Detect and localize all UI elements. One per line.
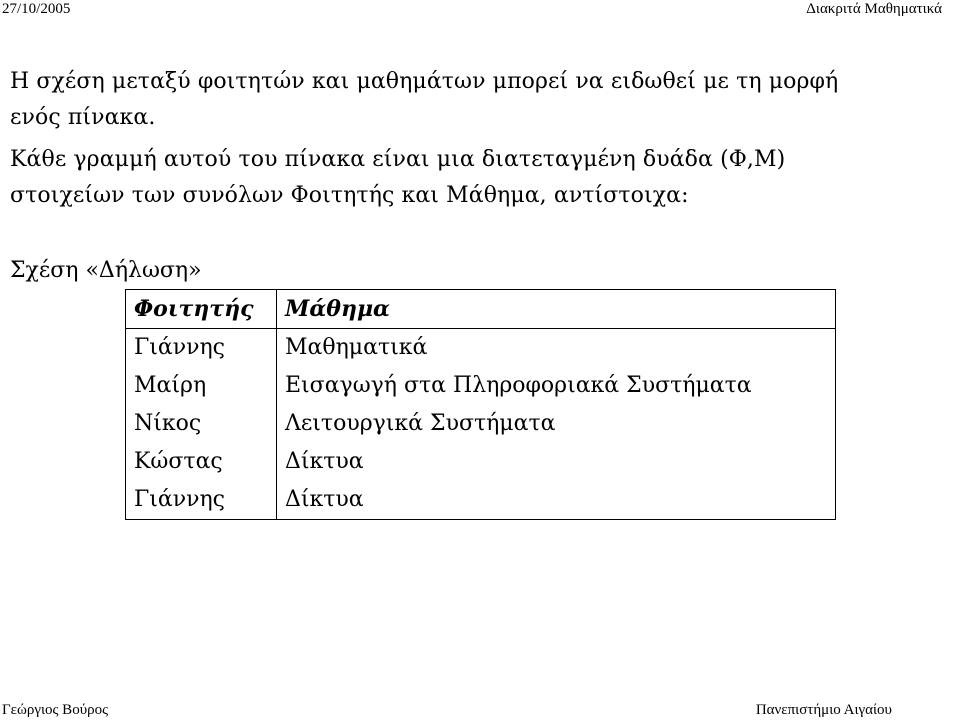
course-cell: Λειτουργικά Συστήματα [285,411,556,436]
column-header-student: Φοιτητής [126,290,277,329]
course-cell: Δίκτυα [285,449,364,474]
intro-line-2: ενός πίνακα. [10,105,156,130]
intro-line-1: Η σχέση μεταξύ φοιτητών και μαθημάτων μπορεί να ειδωθεί με τη μορφή [10,69,839,94]
header-course-title: Διακριτά Μαθηματικά [806,1,942,17]
tuple-line-2: στοιχείων των συνόλων Φοιτητής και Μάθημα, αντίστοιχα: [10,183,689,208]
table-row [126,481,836,520]
course-cell: Μαθηματικά [285,335,428,360]
student-cell: Μαίρη [126,367,277,405]
tuple-line-1: Κάθε γραμμή αυτού του πίνακα είναι μια διατεταγμένη δυάδα (Φ,Μ) [10,147,786,172]
student-cell: Κώστας [126,443,277,481]
student-cell: Νίκος [126,405,277,443]
course-cell: Δίκτυα [285,487,364,512]
course-cell: Εισαγωγή στα Πληροφοριακά Συστήματα [285,373,752,398]
footer-institution: Πανεπιστήμιο Αιγαίου [755,702,892,718]
table-row [126,443,836,481]
table-row [126,405,836,443]
student-cell: Γιάννης [126,329,277,368]
student-cell: Γιάννης [126,481,277,520]
column-header-course: Μάθημα [277,290,836,329]
intro-paragraph [10,64,950,136]
tuple-paragraph [10,142,950,214]
table-header-row [126,290,836,329]
relation-title: Σχέση «Δήλωση» [10,258,202,283]
header-date: 27/10/2005 [2,1,71,17]
table-row [126,367,836,405]
footer-author: Γεώργιος Βούρος [2,702,109,718]
relation-table [125,289,836,520]
table-row [126,329,836,368]
